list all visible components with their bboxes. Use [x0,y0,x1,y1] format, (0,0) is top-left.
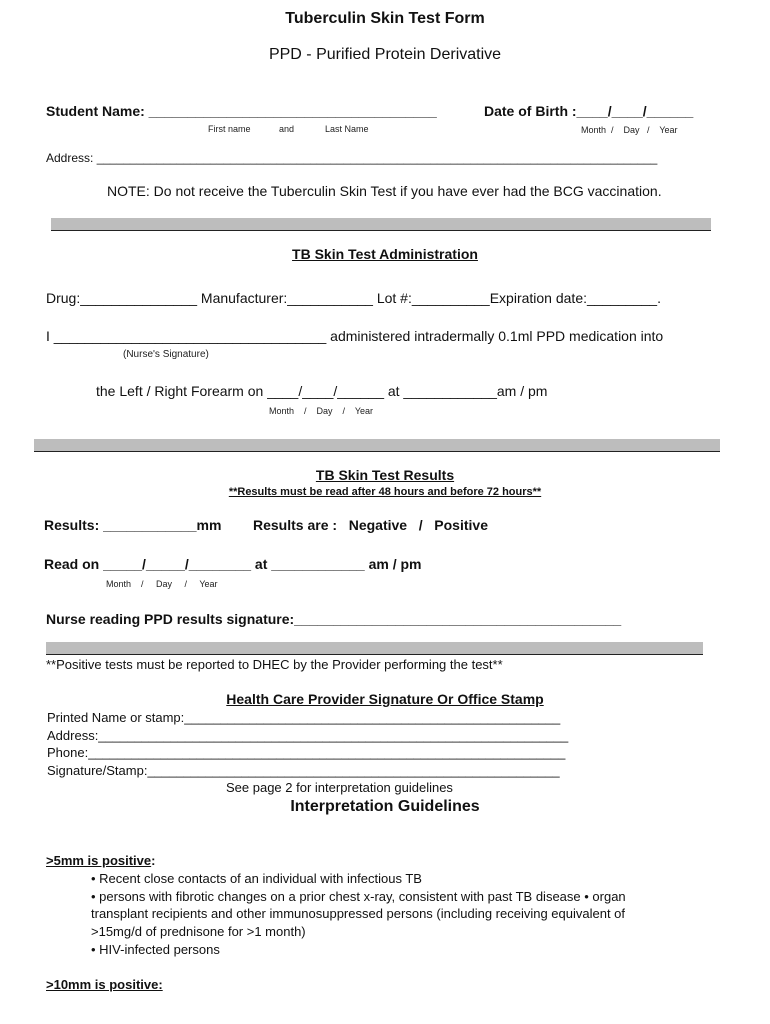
provider-phone-field[interactable]: Phone:__________________________________________________________________ [47,745,566,760]
guideline-item: • HIV-infected persons [91,942,220,957]
administration-heading: TB Skin Test Administration [292,246,478,262]
student-name-field[interactable]: Student Name: _____________________________________ [46,103,437,119]
nurse-signature-line[interactable]: I ___________________________________ administered intradermally 0.1ml PPD medication into [46,328,664,344]
read-on-field[interactable]: Read on _____/_____/________ at ____________ am / pm [44,556,422,572]
five-mm-colon: : [151,853,156,868]
five-mm-heading [46,853,155,868]
provider-signature-field[interactable]: Signature/Stamp:_________________________________________________________ [47,763,560,778]
administration-date-hint: Month / Day / Year [269,406,374,416]
address-field[interactable]: Address: ____________________________________________________________________________________ [46,151,658,165]
results-are-choice[interactable]: Results are : Negative / Positive [253,517,488,533]
provider-address-field[interactable]: Address:_________________________________________________________________ [47,728,569,743]
section-separator [34,439,720,452]
first-name-hint: First name [208,124,251,134]
see-page-note: See page 2 for interpretation guidelines [226,780,453,795]
ten-mm-heading: >10mm is positive: [46,977,163,992]
read-date-hint: Month / Day / Year [106,579,218,589]
and-hint: and [279,124,295,134]
results-heading: TB Skin Test Results [315,467,455,483]
printed-name-field[interactable]: Printed Name or stamp:____________________________________________________ [47,710,561,725]
forearm-date-line[interactable]: the Left / Right Forearm on ____/____/______ at ____________am / pm [96,383,548,399]
bcg-note: NOTE: Do not receive the Tuberculin Skin Test if you have ever had the BCG vaccination. [107,183,662,199]
results-timing-note: **Results must be read after 48 hours and before 72 hours** [228,486,542,498]
five-mm-heading-text: >5mm is positive [46,853,152,868]
section-separator [51,218,711,231]
section-separator [46,642,703,655]
dhec-report-note: **Positive tests must be reported to DHEC by the Provider performing the test** [46,657,503,672]
date-of-birth-field[interactable]: Date of Birth :____/____/______ [484,103,694,119]
dob-hint: Month / Day / Year [581,125,678,135]
form-title: Tuberculin Skin Test Form [285,10,485,27]
form-subtitle: PPD - Purified Protein Derivative [268,46,502,63]
guideline-item: • Recent close contacts of an individual with infectious TB [91,871,422,886]
drug-info-line[interactable]: Drug:_______________ Manufacturer:___________ Lot #:__________Expiration date:_________. [46,290,661,306]
results-mm-field[interactable]: Results: ____________mm [44,517,222,533]
guidelines-heading: Interpretation Guidelines [290,798,480,815]
guideline-item: transplant recipients and other immunosuppressed persons (including receiving equivalent of [91,906,626,921]
nurse-reading-signature-field[interactable]: Nurse reading PPD results signature:__________________________________________ [46,611,622,627]
provider-heading: Health Care Provider Signature Or Office Stamp [226,691,544,707]
guideline-item: • persons with fibrotic changes on a prior chest x-ray, consistent with past TB disease • organ [91,889,626,904]
nurse-signature-hint: (Nurse's Signature) [123,349,209,360]
last-name-hint: Last Name [325,124,369,134]
guideline-item: >15mg/d of prednisone for >1 month) [91,924,306,939]
